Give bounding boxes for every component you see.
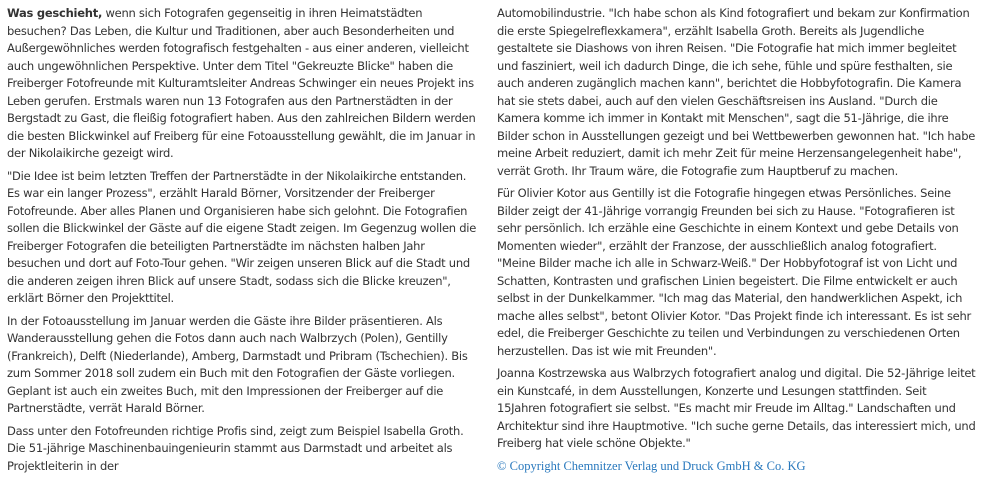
paragraph: Dass unter den Fotofreunden richtige Profis sind, zeigt zum Beispiel Isabella Groth. Die 51-jährige Maschinenbauingenieurin stammt aus Darmstadt und arbeitet als Projektleiterin in der (7, 423, 464, 473)
paragraph: Automobilindustrie. "Ich habe schon als Kind fotografiert und bekam zur Konfirmation die erste Spiegelreflexkamera", erzählt Isabella Groth. Bereits als Jugendliche gestaltete sie Diashows von ihren Reisen. "Die Fotografie hat mich immer begleitet und fasziniert, weil ich dadurch Dinge, die ich sehe, fühle und spüre festhalten, sie auch anderen zugänglich machen kann", berichtet die Hobbyfotografin. Die Kamera hat sie stets dabei, auch auf den vielen Geschäftsreisen ins Ausland. "Durch die Kamera komme ich immer in Kontakt mit Menschen", sagt die 51-Jährige, die ihre Bilder schon in Ausstellungen gezeigt und bei Wettbewerben gewonnen hat. "Ich habe meine Arbeit reduziert, damit ich mehr Zeit für meine Herzensangelegenheit habe", verrät Groth. Ihr Traum wäre, die Fotografie zum Hauptberuf zu machen. (497, 6, 976, 178)
left-column (7, 5, 478, 480)
paragraph: Für Olivier Kotor aus Gentilly ist die Fotografie hingegen etwas Persönliches. Seine Bilder zeigt der 41-Jährige vorrangig Freunden bei sich zu Hause. "Fotografieren ist sehr persönlich. Ich erzähle eine Geschichte in einem Kontext und gebe Details von Momenten wieder", erzählt der Franzose, der ausschließlich analog fotografiert. "Meine Bilder mache ich alle in Schwarz-Weiß." Der Hobbyfotograf ist von Licht und Schatten, Kontrasten und grafischen Linien begeistert. Die Filme entwickelt er auch selbst in der Dunkelkammer. "Ich mag das Material, den handwerklichen Aspekt, ich mache alles selbst", betont Olivier Kotor. "Das Projekt finde ich interessant. Es ist sehr edel, die Freiberger Geschichte zu teilen und Verbindungen zu verschiedenen Orten herzustellen. Das ist wie mit Freunden". (497, 186, 972, 358)
paragraph: "Die Idee ist beim letzten Treffen der Partnerstädte in der Nikolaikirche entstanden. Es war ein langer Prozess", erzählt Harald Börner, Vorsitzender der Freiberger Fotofreunde. Aber alles Planen und Organisieren habe sich gelohnt. Die Fotografien sollen die Blickwinkel der Gäste auf die eigene Stadt zeigen. Im Gegenzug wollen die Freiberger Fotografen die beteiligten Partnerstädte im nächsten halben Jahr besuchen und dort auf Foto-Tour gehen. "Wir zeigen unseren Blick auf die Stadt und die anderen zeigen ihren Blick auf unsere Stadt, sodass sich die Blicke kreuzen", erklärt Börner den Projekttitel. (7, 168, 477, 305)
intro-bold-lead: Was geschieht, (7, 6, 103, 20)
paragraph: In der Fotoausstellung im Januar werden die Gäste ihre Bilder präsentieren. Als Wanderausstellung gehen die Fotos dann auch nach Walbrzych (Polen), Gentilly (Frankreich), Delft (Niederlande), Amberg, Darmstadt und Pribram (Tschechien). Bis zum Sommer 2018 soll zudem ein Buch mit den Fotografien der Gäste vorliegen. Geplant ist auch ein zweites Buch, mit den Impressionen der Freiberger auf die Partnerstädte, verrät Harald Börner. (7, 313, 468, 415)
right-column (497, 5, 976, 480)
paragraph: Joanna Kostrzewska aus Walbrzych fotografiert analog und digital. Die 52-Jährige leitet ein Kunstcafé, in dem Ausstellungen, Konzerte und Lesungen stattfinden. Seit 15Jahren fotografiert sie selbst. "Es macht mir Freude im Alltag." Landschaften und Architektur sind ihre Hauptmotive. "Ich suche gerne Details, das interessiert mich, und Freiberg hat viele schöne Objekte." (497, 366, 976, 450)
paragraph-intro (7, 5, 478, 163)
copyright-notice: © Copyright Chemnitzer Verlag und Druck GmbH & Co. KG (497, 458, 806, 473)
intro-text: wenn sich Fotografen gegenseitig in ihren Heimatstädten besuchen? Das Leben, die Kultur und Traditionen, aber auch Besonderheiten und Außergewöhnliches werden fotografisch festgehalten - aus einer anderen, vielleicht auch ungewöhnlichen Perspektive. Unter dem Titel "Gekreuzte Blicke" haben die Freiberger Fotofreunde mit Kulturamtsleiter Andreas Schwinger ein neues Projekt ins Leben gerufen. Erstmals waren nun 13 Fotografen aus den Partnerstädten in der Bergstadt zu Gast, die fleißig fotografiert haben. Aus den zahlreichen Bildern werden die besten Blickwinkel auf Freiberg für eine Fotoausstellung gewählt, die im Januar in der Nikolaikirche gezeigt wird. (7, 6, 476, 160)
